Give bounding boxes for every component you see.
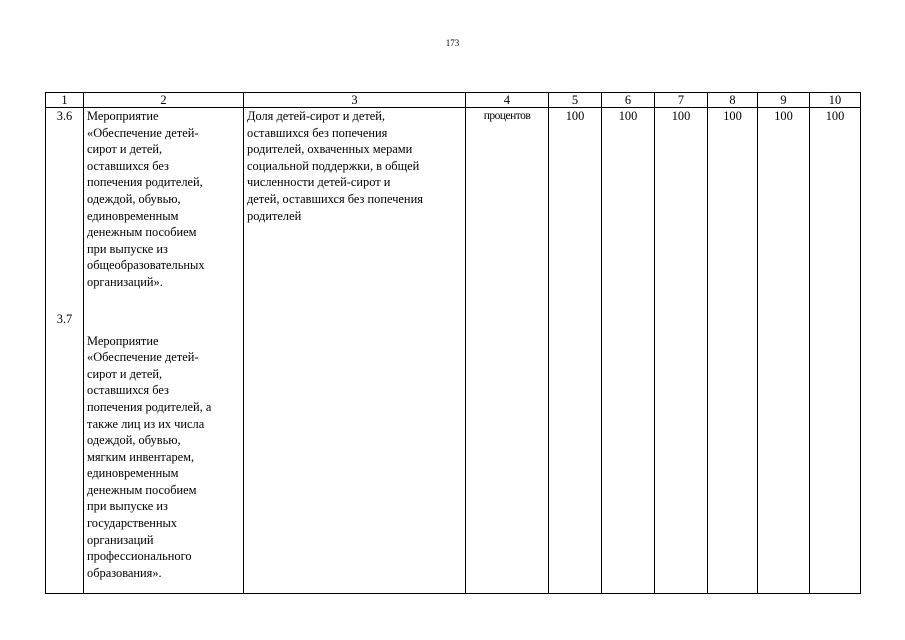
event-cell [84,108,244,594]
event-line: денежным пособием [87,225,197,240]
event-line: денежным пособием [87,482,197,497]
event-line: профессионального [87,549,192,564]
event-line: при выпуске из [87,241,168,256]
indicator-line: социальной поддержки, в общей [247,158,420,173]
value-cell: 100 [810,108,861,594]
row-number-cell [46,108,84,594]
column-header: 10 [810,93,861,108]
table-row [46,108,861,594]
event-line: Мероприятие [87,109,159,123]
event-text-3-6 [87,108,240,291]
indicator-line: численности детей-сирот и [247,175,391,190]
value-cell: 100 [758,108,810,594]
event-line: образования». [87,565,162,580]
event-line: организаций [87,532,154,547]
event-line: оставшихся без [87,383,169,398]
event-line: общеобразовательных [87,258,205,273]
event-line: одеждой, обувью, [87,433,181,448]
value-cell: 100 [708,108,758,594]
column-header: 4 [466,93,549,108]
event-line: одеждой, обувью, [87,191,181,206]
indicator-line: детей, оставшихся без попечения [247,191,423,206]
value-cell: 100 [655,108,708,594]
event-line: «Обеспечение детей- [87,125,199,140]
event-line: единовременным [87,208,179,223]
indicator-line: родителей, охваченных мерами [247,142,413,157]
indicator-line: Доля детей-сирот и детей, [247,109,385,123]
event-line: Мероприятие [87,333,159,348]
event-line: попечения родителей, [87,175,203,190]
row-number: 3.6 [56,109,73,123]
event-text-3-7 [87,333,240,582]
event-line: единовременным [87,466,179,481]
event-line: при выпуске из [87,499,168,514]
page-number: 173 [445,38,460,48]
column-header: 8 [708,93,758,108]
column-header: 2 [84,93,244,108]
column-header: 1 [46,93,84,108]
event-line: сирот и детей, [87,142,163,157]
event-line: «Обеспечение детей- [87,350,199,365]
event-line: оставшихся без [87,158,169,173]
measures-table [45,92,861,594]
unit-cell: процентов [466,108,549,594]
value-cell: 100 [549,108,602,594]
event-line: сирот и детей, [87,366,163,381]
event-line: государственных [87,516,178,531]
column-header: 9 [758,93,810,108]
indicator-line: оставшихся без попечения [247,125,388,140]
event-line: организаций». [87,274,163,289]
column-header: 6 [602,93,655,108]
event-line: попечения родителей, а [87,399,212,414]
indicator-cell [244,108,466,594]
column-header: 7 [655,93,708,108]
event-line: мягким инвентарем, [87,449,195,464]
row-number: 3.7 [56,311,73,326]
header-row [46,93,861,108]
column-header: 5 [549,93,602,108]
column-header: 3 [244,93,466,108]
value-cell: 100 [602,108,655,594]
event-line: также лиц из их числа [87,416,205,431]
indicator-line: родителей [247,208,302,223]
